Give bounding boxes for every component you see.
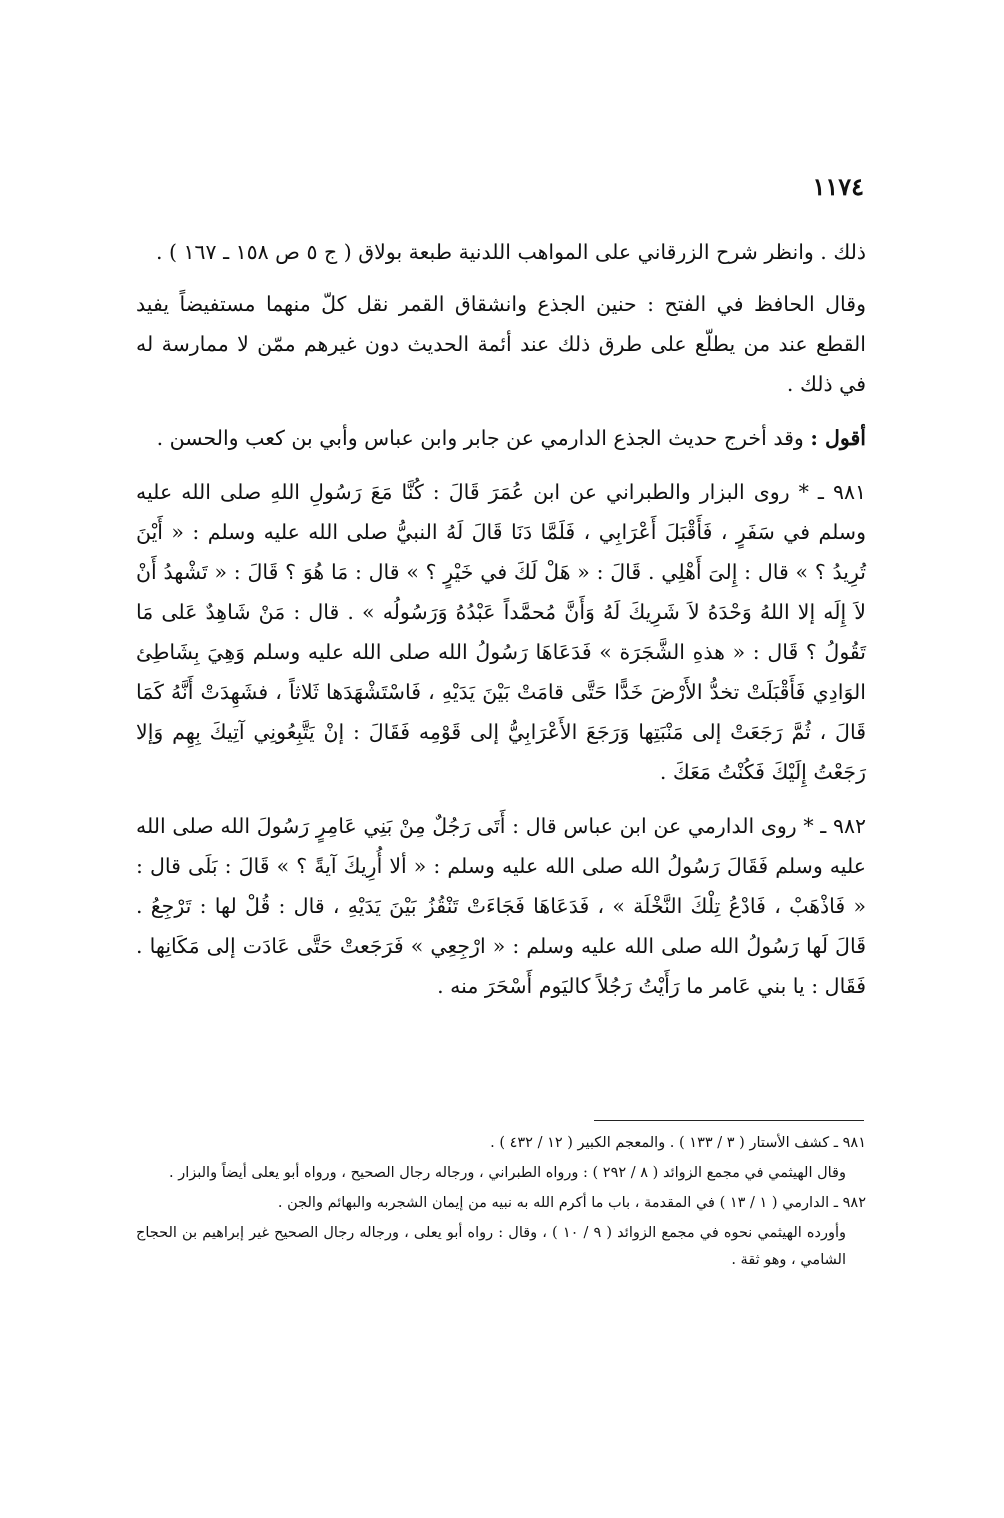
footnotes: [136, 1130, 866, 1277]
hadith-982: ٩٨٢ ـ * روى الدارمي عن ابن عباس قال : أَتَى رَجُلٌ مِنْ بَنِي عَامِرٍ رَسُولَ الله صلى الله عليه وسلم فَقَالَ رَسُولُ الله صلى الله عليه وسلم : « ألا أُرِيكَ آيةً ؟ » قَالَ : بَلَى قال : « فَاذْهَبْ ، فَادْعُ تِلْكَ النَّخْلَة » ، فَدَعَاهَا فَجَاءَتْ تَنْقُزُ بَيْنَ يَدَيْهِ ، قال : قُلْ لها : تَرْجِعُ . قَالَ لَها رَسُولُ الله صلى الله عليه وسلم : « ارْجِعِي » فَرَجَعتْ حَتَّى عَادَت إلى مَكَانِها . فَقَال : يا بني عَامر ما رَأَيْتُ رَجُلاً كاليَوم أَسْحَرَ منه .: [136, 814, 866, 998]
footnote-982-haythami: وأورده الهيثمي نحوه في مجمع الزوائد ( ٩ / ١٠ ) ، وقال : رواه أبو يعلى ، ورجاله رجال الصحيح غير إبراهيم بن الحجاج الشامي ، وهو ثقة .: [136, 1225, 846, 1268]
paragraph-reference: ذلك . وانظر شرح الزرقاني على المواهب اللدنية طبعة بولاق ( ج ٥ ص ١٥٨ ـ ١٦٧ ) .: [155, 240, 866, 264]
hadith-981: ٩٨١ ـ * روى البزار والطبراني عن ابن عُمَرَ قَالَ : كُنَّا مَعَ رَسُولِ اللهِ صلى الله عليه وسلم في سَفَرٍ ، فَأَقْبَلَ أَعْرَابِي ، فَلَمَّا دَنَا قَالَ لَهُ النبيُّ صلى الله عليه وسلم : « أَيْنَ تُرِيدُ ؟ » قال : إِلىَ أَهْلِي . قَالَ : « هَلْ لَكَ في خَيْرٍ ؟ » قال : مَا هُوَ ؟ قَالَ : « تَشْهدُ أَنْ لاَ إِلَه إلا اللهُ وَحْدَهُ لاَ شَرِيكَ لَهُ وَأَنَّ مُحمَّداً عَبْدُهُ وَرَسُولُه » . قال : مَنْ شَاهِدٌ عَلى مَا تَقُولُ ؟ قَال : « هذهِ الشَّجَرَة » فَدَعَاهَا رَسُولُ الله صلى الله عليه وسلم وَهِيَ بِشَاطِئ الوَادِي فَأَقْبَلَتْ تخدُّ الأَرْضَ خَدًّا حَتَّى قامَتْ بَيْنَ يَدَيْهِ ، فَاسْتَشْهَدَها ثَلاثاً ، فشَهِدَتْ أَنَّهُ كَمَا قَالَ ، ثُمَّ رَجَعَتْ إلى مَنْبَتِها وَرَجَعَ الأَعْرَابِيُّ إلى قَوْمِه فَقَالَ : إنْ يَتَّبِعُونِي آتِيكَ بِهِم وَإلا رَجَعْتُ إِلَيْكَ فَكُنْتُ مَعَكَ .: [136, 480, 866, 784]
paragraph-aqool: [136, 418, 866, 458]
footnote-separator: [594, 1120, 864, 1121]
footnote-981-source: ٩٨١ ـ كشف الأستار ( ٣ / ١٣٣ ) . والمعجم الكبير ( ١٢ / ٤٣٢ ) .: [490, 1135, 866, 1151]
page-number: ١١٧٤: [812, 172, 864, 201]
aqool-label: أقول :: [810, 426, 866, 450]
aqool-text: وقد أخرج حديث الجذع الدارمي عن جابر وابن عباس وأبي بن كعب والحسن .: [156, 426, 804, 450]
paragraph-hafiz-fath: وقال الحافظ في الفتح : حنين الجذع وانشقاق القمر نقل كلّ منهما مستفيضاً يفيد القطع عند من يطلّع على طرق ذلك عند أئمة الحديث دون غيرهم ممّن لا ممارسة له في ذلك .: [136, 292, 866, 396]
main-text: [136, 232, 866, 1020]
footnote-982-source: ٩٨٢ ـ الدارمي ( ١ / ١٣ ) في المقدمة ، باب ما أكرم الله به نبيه من إيمان الشجربه والبهائم والجن .: [277, 1195, 866, 1211]
footnote-981-haythami: وقال الهيثمي في مجمع الزوائد ( ٨ / ٢٩٢ ) : ورواه الطبراني ، ورجاله رجال الصحيح ، ورواه أبو يعلى أيضاً والبزار .: [169, 1165, 846, 1181]
